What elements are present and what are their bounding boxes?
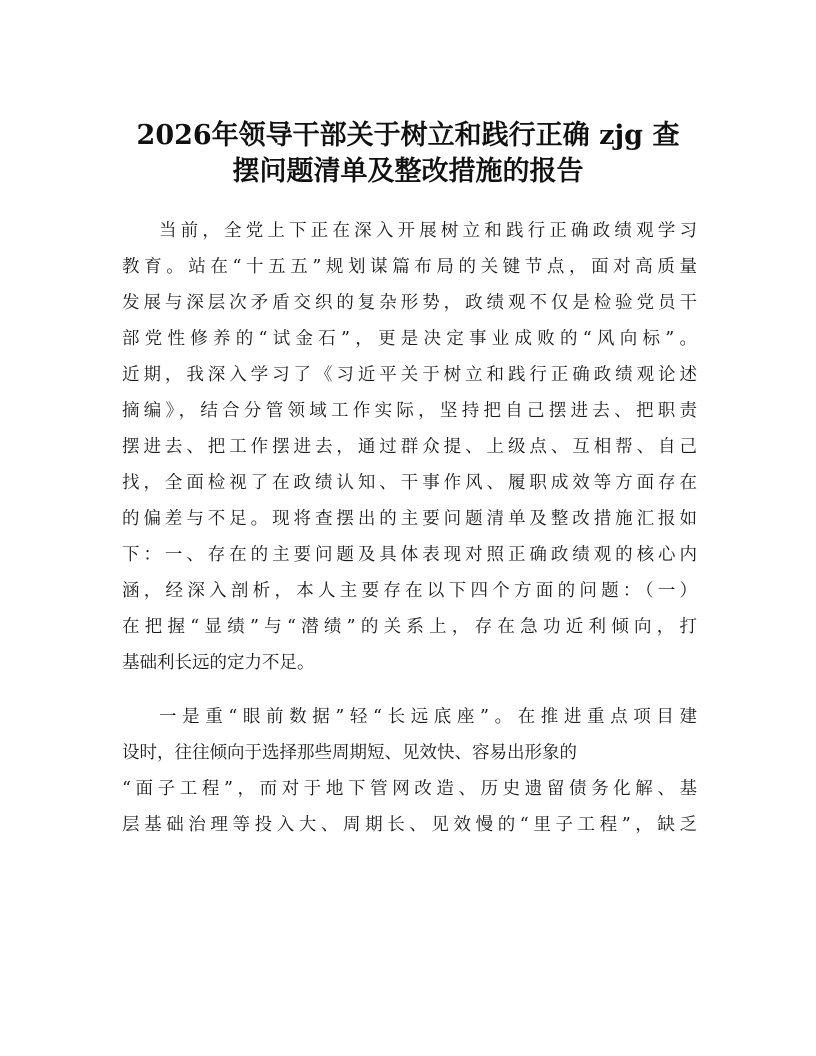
document-title: [110, 118, 706, 190]
text-line: 部党性修养的“试金石”，更是决定事业成败的“风向标”。: [122, 329, 697, 349]
title-line-2: 摆问题清单及整改措施的报告: [232, 156, 584, 187]
text-line: 一是重“眼前数据”轻“长远底座”。在推进重点项目建: [159, 707, 697, 727]
paragraph-spacer: [122, 681, 697, 699]
text-line: 当前，全党上下正在深入开展树立和践行正确政绩观学习: [159, 221, 697, 241]
document-body: [122, 213, 697, 843]
text-line: 发展与深层次矛盾交织的复杂形势，政绩观不仅是检验党员干: [122, 293, 697, 313]
text-line: 摆进去、把工作摆进去，通过群众提、上级点、互相帮、自己: [122, 437, 697, 457]
text-line: 设时，往往倾向于选择那些周期短、见效快、容易出形象的: [122, 743, 577, 763]
text-line: 的偏差与不足。现将查摆出的主要问题清单及整改措施汇报如: [122, 509, 697, 529]
paragraph-1: [122, 213, 697, 681]
text-line: 近期，我深入学习了《习近平关于树立和践行正确政绩观论述: [122, 365, 697, 385]
text-line: 教育。站在“十五五”规划谋篇布局的关键节点，面对高质量: [122, 257, 697, 277]
text-line: 层基础治理等投入大、周期长、见效慢的“里子工程”，缺乏: [122, 815, 697, 835]
text-line: 涵，经深入剖析，本人主要存在以下四个方面的问题：（一）: [122, 581, 697, 601]
text-line: 摘编》，结合分管领域工作实际，坚持把自己摆进去、把职责: [122, 401, 697, 421]
title-line-1: 2026年领导干部关于树立和践行正确 zjg 查: [136, 120, 680, 151]
text-line: 下：一、存在的主要问题及具体表现对照正确政绩观的核心内: [122, 545, 697, 565]
text-line: “面子工程”，而对于地下管网改造、历史遗留债务化解、基: [122, 779, 697, 799]
text-line: 在把握“显绩”与“潜绩”的关系上，存在急功近利倾向，打: [122, 617, 697, 637]
text-line: 基础利长远的定力不足。: [122, 653, 315, 673]
paragraph-2: [122, 699, 697, 843]
text-line: 找，全面检视了在政绩认知、干事作风、履职成效等方面存在: [122, 473, 697, 493]
